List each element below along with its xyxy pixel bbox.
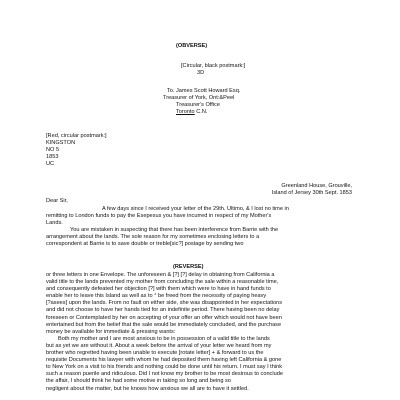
- obverse-p2-line-2: arrangement about the lands. The sole reason for my sometimes enclosing letters to a: [46, 234, 260, 241]
- obverse-paragraph-2: [46, 227, 356, 248]
- reverse-p1-line-9: money be available for immediate & pressing wants:: [46, 328, 176, 335]
- reverse-p1-line-8: entertained but from the belief that the sale would be immediately concluded, and the purchase: [46, 321, 282, 328]
- obverse-paragraph-1: [46, 206, 356, 227]
- sender-place: Greenland House, Grouville,: [281, 183, 352, 189]
- reverse-p2-line-2: but as yet we are without it. About a week before the arrival of your letter we heard from my: [46, 342, 272, 349]
- reverse-p2-line-5: to New York on a visit to his friends and nothing could be done until his return. I must say I think: [46, 364, 283, 371]
- address-city: Toronto: [176, 109, 195, 116]
- red-postmark-note: [46, 133, 107, 168]
- recipient-address: [163, 88, 240, 116]
- red-postmark-city: KINGSTON: [46, 140, 76, 147]
- reverse-p2-line-8: negligent about the matter, but he knows how anxious we all are to have it settled.: [46, 385, 249, 392]
- reverse-p1-line-6: and did not choose to have her hands tied for an indefinite period. There having been no delay: [46, 307, 280, 314]
- reverse-p2-line-1: [46, 336, 356, 343]
- obverse-heading: (OBVERSE): [176, 43, 208, 49]
- obverse-p1-line-1: [46, 206, 356, 213]
- sender-place-date: [272, 183, 352, 197]
- black-postmark-value: 3D: [197, 70, 205, 77]
- address-city-suffix: C.N.: [194, 109, 208, 116]
- address-line-3: Treasurer's Office: [176, 102, 220, 109]
- reverse-p1-line-7: foreseen or Contemplated by her on accepting of your offer an offer which would not have been: [46, 314, 282, 321]
- red-postmark-region: UC: [46, 161, 55, 168]
- red-postmark-year: 1853: [46, 154, 59, 161]
- obverse-body: [46, 206, 356, 249]
- reverse-p1-line-3: and consequently defeated her objection [?] with them which were to have in hand funds to: [46, 286, 271, 293]
- reverse-p2-line-3: brother who regretted having been unable to execute [rotate letter] + & forward to us the: [46, 350, 264, 357]
- salutation: Dear Sir,: [46, 198, 68, 204]
- reverse-p1-line-5: [?asees] upon the lands. From no fault on either side, she was disappointed in her expectations: [46, 300, 283, 307]
- reverse-p1-line-1: or three letters in one Envelope. The unforeseen & [?] [?] delay in obtaining from California a: [46, 272, 275, 278]
- reverse-p2-line-4: requisite Documents his lawyer with whom he had deposited them having left California & gone: [46, 357, 282, 364]
- black-postmark-note: [181, 63, 245, 77]
- red-postmark-number: NO 5: [46, 147, 60, 154]
- reverse-p2-line-6: such a reason puerile and ridiculous. Did I not know my brother to be most desirous to conclude: [46, 371, 283, 378]
- red-postmark-label: [Red, circular postmark:]: [46, 133, 107, 139]
- reverse-body: [46, 272, 356, 393]
- sender-date: Island of Jersey 30th Sept. 1853: [271, 190, 352, 197]
- obverse-p1-line-2: remitting to London funds to pay the Esepesus you have incurred in respect of my Mother's: [46, 213, 272, 220]
- reverse-p1-line-2: valid title to the lands prevented my mother from concluding the sale within a reasonable time,: [46, 279, 279, 286]
- obverse-p2-line-1: [46, 227, 356, 234]
- obverse-p1-first-line: A few days since I received your letter of the 29th. Ultimo, & I lost no time in: [102, 206, 289, 212]
- reverse-paragraph-2: [46, 336, 356, 393]
- reverse-paragraph-1: [46, 272, 356, 336]
- reverse-p1-line-4: enable her to leave this Island as well as to ° be freed from the necessity of paying heavy: [46, 293, 267, 300]
- reverse-p2-first-line: Both my mother and I are most anxious to be in possession of a valid title to the lands: [58, 335, 270, 342]
- address-line-4: [163, 109, 240, 116]
- black-postmark-label: [Circular, black postmark:]: [181, 63, 246, 69]
- reverse-p2-line-7: the affair, I should think he had some motive in taking so long and being so: [46, 378, 231, 385]
- address-line-1: To. James Scott Howard Esq.: [167, 88, 241, 94]
- obverse-p2-first-line: You are mistaken in suspecting that there has been interference from Barrie with the: [70, 227, 279, 234]
- address-line-2: Treasurer of York, Ont:&Peel: [163, 95, 235, 102]
- obverse-p2-line-3: correspondent at Barrie is to save double or treble[sic?] postage by sending two: [46, 241, 244, 248]
- obverse-p1-line-3: Lands.: [46, 220, 63, 227]
- reverse-heading: (REVERSE): [173, 264, 204, 270]
